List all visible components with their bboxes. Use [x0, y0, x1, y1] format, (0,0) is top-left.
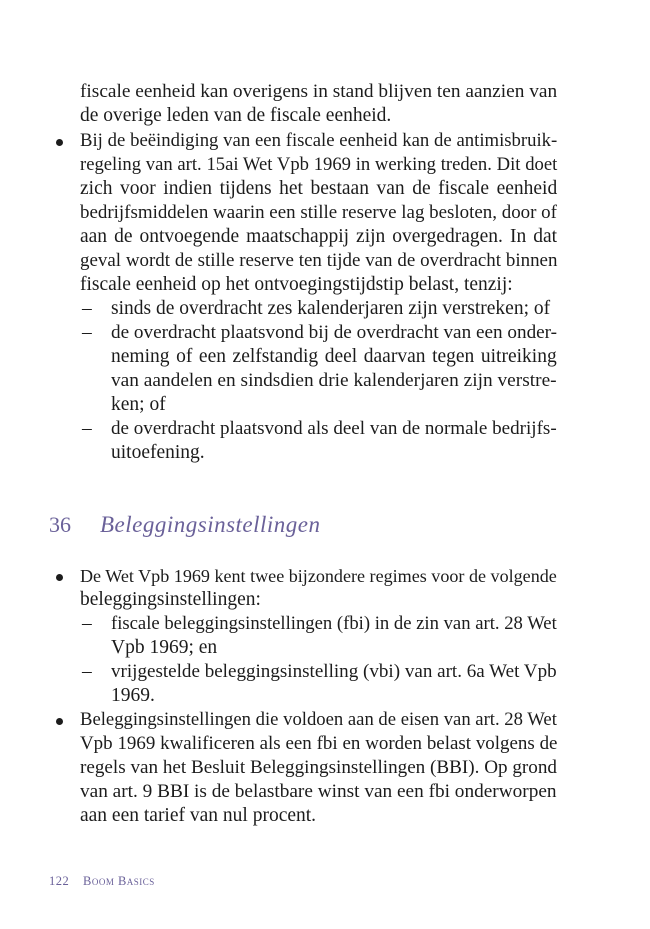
- section-title: Beleggingsinstellingen: [100, 512, 321, 537]
- body-line: regeling van art. 15ai Wet Vpb 1969 in werking treden. Dit doet: [80, 154, 558, 175]
- dash-item-line: de overdracht plaatsvond als deel van de normale bedrijfs-: [111, 418, 557, 439]
- section-number: 36: [49, 512, 71, 537]
- body-line: De Wet Vpb 1969 kent twee bijzondere regimes voor de volgende: [80, 566, 557, 586]
- series-name: Boom Basics: [83, 874, 155, 888]
- bullet-point: [56, 718, 63, 725]
- body-line: aan een tarief van nul procent.: [80, 805, 317, 826]
- body-line: geval wordt de stille reserve ten tijde van de overdracht binnen: [80, 250, 558, 271]
- bullet-point: [56, 574, 63, 581]
- dash-marker: –: [82, 661, 92, 682]
- dash-item-line: Vpb 1969; en: [111, 637, 218, 658]
- body-line: beleggingsinstellingen:: [80, 589, 261, 610]
- dash-item-line: van aandelen en sindsdien drie kalenderjaren zijn verstre-: [111, 370, 557, 391]
- dash-item-line: fiscale beleggingsinstellingen (fbi) in de zin van art. 28 Wet: [111, 613, 557, 634]
- dash-item-line: sinds de overdracht zes kalenderjaren zijn verstreken; of: [111, 298, 551, 319]
- bullet-point: [56, 139, 63, 146]
- dash-marker: –: [82, 418, 92, 439]
- body-line: Beleggingsinstellingen die voldoen aan de eisen van art. 28 Wet: [80, 709, 557, 730]
- body-line: fiscale eenheid op het ontvoegingstijdstip belast, tenzij:: [80, 274, 513, 295]
- dash-item-line: uitoefening.: [111, 442, 205, 463]
- body-line: fiscale eenheid kan overigens in stand blijven ten aanzien van: [80, 81, 558, 102]
- body-line: zich voor indien tijdens het bestaan van de fiscale eenheid: [80, 178, 558, 199]
- body-line: aan de ontvoegende maatschappij zijn overgedragen. In dat: [80, 226, 558, 247]
- dash-marker: –: [82, 298, 92, 319]
- dash-item-line: de overdracht plaatsvond bij de overdracht van een onder-: [111, 322, 558, 343]
- dash-item-line: ken; of: [111, 394, 166, 415]
- dash-marker: –: [82, 322, 92, 343]
- body-line: Vpb 1969 kwalificeren als een fbi en worden belast volgens de: [80, 733, 558, 754]
- body-line: Bij de beëindiging van een fiscale eenheid kan de antimisbruik-: [80, 130, 558, 151]
- dash-item-line: neming of een zelfstandig deel daarvan tegen uitreiking: [111, 346, 557, 367]
- dash-item-line: 1969.: [111, 685, 155, 706]
- body-line: van art. 9 BBI is de belastbare winst van een fbi onderworpen: [80, 781, 557, 802]
- page-number: 122: [49, 874, 70, 888]
- dash-marker: –: [82, 613, 92, 634]
- body-line: de overige leden van de fiscale eenheid.: [80, 105, 392, 126]
- body-line: bedrijfsmiddelen waarin een stille reserve lag besloten, door of: [80, 202, 557, 223]
- dash-item-line: vrijgestelde beleggingsinstelling (vbi) van art. 6a Wet Vpb: [111, 661, 557, 682]
- body-line: regels van het Besluit Beleggingsinstellingen (BBI). Op grond: [80, 757, 557, 778]
